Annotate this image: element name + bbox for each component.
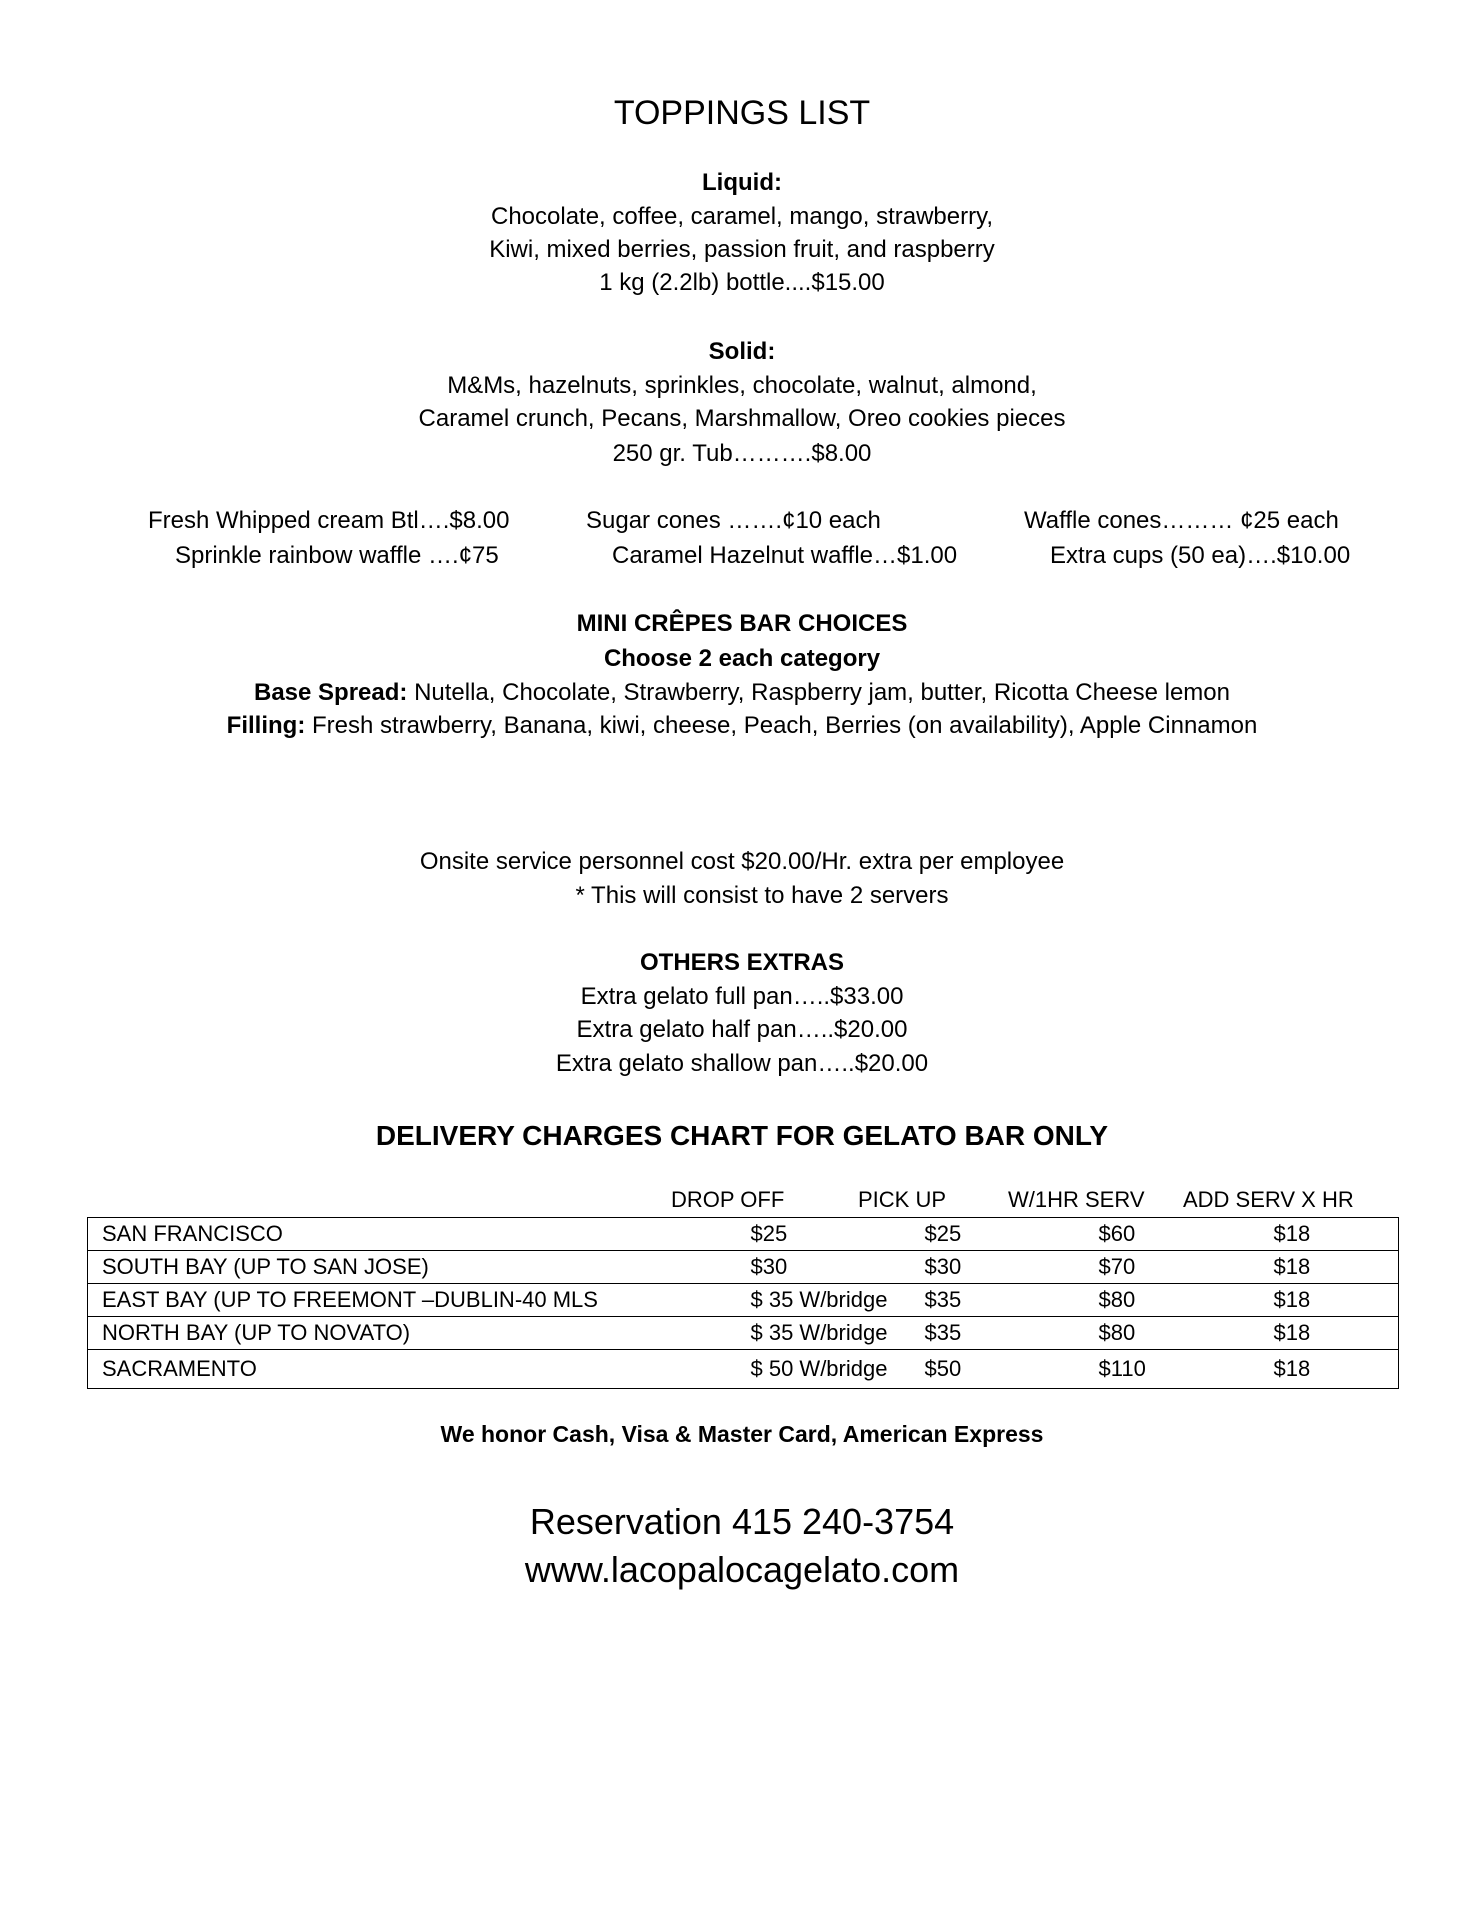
- base-spread-text: Nutella, Chocolate, Strawberry, Raspberry jam, butter, Ricotta Cheese lemon: [407, 679, 1230, 706]
- others-heading-text: OTHERS EXTRAS: [639, 949, 845, 976]
- payment-methods: [0, 1419, 1484, 1449]
- table-cell: $80: [1063, 1317, 1238, 1350]
- column-header: W/1HR SERV: [1008, 1187, 1145, 1212]
- table-row: [88, 1251, 1399, 1284]
- liquid-price: 1 kg (2.2lb) bottle....$15.00: [599, 269, 885, 296]
- filling: [0, 711, 1484, 741]
- location-cell: SACRAMENTO: [88, 1350, 715, 1389]
- others-line: Extra gelato full pan…..$33.00: [580, 983, 904, 1010]
- others-line: Extra gelato shallow pan…..$20.00: [555, 1050, 929, 1077]
- table-cell: $25: [889, 1218, 1063, 1251]
- crepes-heading: [0, 609, 1484, 639]
- table-cell: $25: [715, 1218, 889, 1251]
- location-cell: EAST BAY (UP TO FREEMONT –DUBLIN-40 MLS: [88, 1284, 715, 1317]
- table-cell: $50: [889, 1350, 1063, 1389]
- solid-heading: [0, 337, 1484, 367]
- base-spread: [0, 678, 1484, 708]
- table-cell: $18: [1238, 1350, 1399, 1389]
- table-cell: $ 35 W/bridge: [715, 1284, 889, 1317]
- website-link[interactable]: www.lacopalocagelato.com: [524, 1549, 960, 1590]
- table-cell: $35: [889, 1284, 1063, 1317]
- payment-text: We honor Cash, Visa & Master Card, American Express: [440, 1421, 1044, 1447]
- table-row: [88, 1284, 1399, 1317]
- solid-line: Caramel crunch, Pecans, Marshmallow, Oreo cookies pieces: [418, 405, 1066, 432]
- liquid-heading: [0, 168, 1484, 198]
- solid-line: M&Ms, hazelnuts, sprinkles, chocolate, walnut, almond,: [447, 372, 1037, 399]
- column-header: DROP OFF: [671, 1187, 785, 1212]
- page-title: TOPPINGS LIST: [613, 94, 871, 132]
- base-spread-label: Base Spread:: [254, 679, 408, 706]
- extra-item: Sugar cones …….¢10 each: [586, 507, 881, 534]
- delivery-heading: DELIVERY CHARGES CHART FOR GELATO BAR ONLY: [375, 1120, 1109, 1151]
- column-header: PICK UP: [858, 1187, 947, 1212]
- location-cell: SOUTH BAY (UP TO SAN JOSE): [88, 1251, 715, 1284]
- others-heading: [0, 948, 1484, 978]
- others-line: Extra gelato half pan…..$20.00: [576, 1016, 908, 1043]
- crepes-subheading: [0, 644, 1484, 674]
- extra-item: Waffle cones……… ¢25 each: [1024, 507, 1339, 534]
- service-note: * This will consist to have 2 servers: [575, 882, 949, 909]
- liquid-line: Chocolate, coffee, caramel, mango, strawberry,: [490, 203, 993, 230]
- table-cell: $ 50 W/bridge: [715, 1350, 889, 1389]
- table-cell: $80: [1063, 1284, 1238, 1317]
- table-cell: $30: [889, 1251, 1063, 1284]
- table-cell: $110: [1063, 1350, 1238, 1389]
- table-cell: $35: [889, 1317, 1063, 1350]
- location-cell: SAN FRANCISCO: [88, 1218, 715, 1251]
- column-header: ADD SERV X HR: [1183, 1187, 1354, 1212]
- delivery-table: [87, 1217, 1399, 1389]
- table-row: [88, 1317, 1399, 1350]
- filling-text: Fresh strawberry, Banana, kiwi, cheese, Peach, Berries (on availability), Apple Cinnamon: [305, 712, 1258, 739]
- crepes-subheading-text: Choose 2 each category: [603, 645, 881, 672]
- table-cell: $18: [1238, 1284, 1399, 1317]
- solid-heading-text: Solid:: [708, 338, 776, 365]
- reservation-phone: Reservation 415 240-3754: [529, 1501, 955, 1542]
- liquid-line: Kiwi, mixed berries, passion fruit, and raspberry: [489, 236, 995, 263]
- service-cost: Onsite service personnel cost $20.00/Hr. extra per employee: [419, 848, 1065, 875]
- extra-item: Fresh Whipped cream Btl….$8.00: [148, 507, 510, 534]
- table-cell: $18: [1238, 1317, 1399, 1350]
- liquid-heading-text: Liquid:: [702, 169, 782, 196]
- table-cell: $60: [1063, 1218, 1238, 1251]
- table-cell: $18: [1238, 1218, 1399, 1251]
- crepes-heading-text: MINI CRÊPES BAR CHOICES: [576, 610, 908, 637]
- table-cell: $70: [1063, 1251, 1238, 1284]
- location-cell: NORTH BAY (UP TO NOVATO): [88, 1317, 715, 1350]
- extra-item: Sprinkle rainbow waffle ….¢75: [175, 542, 499, 569]
- table-cell: $18: [1238, 1251, 1399, 1284]
- filling-label: Filling:: [226, 712, 306, 739]
- table-cell: $30: [715, 1251, 889, 1284]
- solid-price: 250 gr. Tub……….$8.00: [612, 440, 872, 467]
- table-cell: $ 35 W/bridge: [715, 1317, 889, 1350]
- table-row: [88, 1350, 1399, 1389]
- extra-item: Caramel Hazelnut waffle…$1.00: [612, 542, 958, 569]
- table-row: [88, 1218, 1399, 1251]
- extra-item: Extra cups (50 ea)….$10.00: [1050, 542, 1351, 569]
